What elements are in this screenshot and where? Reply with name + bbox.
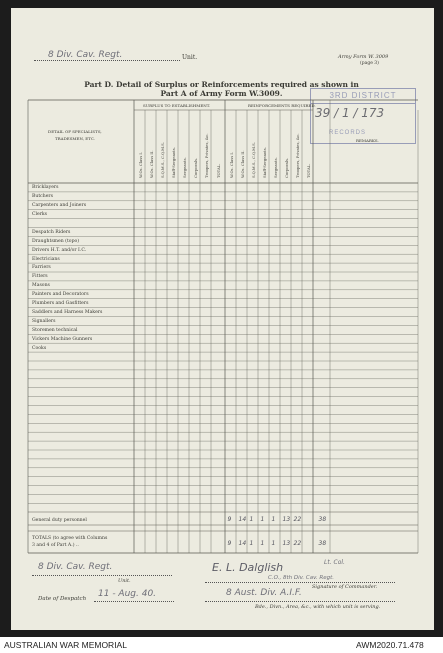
row-label: Electricians — [32, 256, 60, 262]
row-label: Farriers — [32, 265, 51, 271]
stamp-sub: RECORDS — [329, 130, 367, 136]
commander-signature: E. L. Dalglish — [212, 561, 284, 574]
row-label: Signallers — [32, 318, 56, 324]
row-label: Masons — [32, 283, 50, 289]
form-number: Army Form W. 3009 — [338, 54, 389, 60]
page-number: (page 3) — [360, 61, 379, 66]
row-label: Butchers — [32, 194, 53, 200]
signature-unit-line — [32, 575, 172, 576]
column-header: Troopers, Privates, &c. — [203, 133, 209, 178]
row-label: Storemen technical — [32, 327, 78, 333]
column-header: W.Os. Class II. — [148, 150, 154, 178]
row-label: Painters and Decorators — [32, 292, 89, 298]
figure-value: 1 — [260, 540, 265, 547]
column-header: Staff-Sergeants. — [170, 147, 176, 178]
date-line — [94, 601, 174, 602]
column-header: TOTAL. — [216, 163, 221, 178]
column-header: TOTAL. — [305, 163, 311, 178]
stamp-title: 3RD DISTRICT — [329, 91, 397, 100]
signature-label: Signature of Commander. — [312, 584, 378, 590]
column-header: Corporals. — [283, 157, 289, 178]
general-duty-label: General duty personnel — [32, 518, 87, 523]
column-header: Sergeants. — [272, 157, 278, 178]
row-label: Cooks — [32, 345, 47, 351]
column-header: W.Os. Class II. — [239, 150, 245, 178]
remarks-header: REMARKS. — [356, 138, 379, 143]
row-label: Drivers H.T. and/or I.C. — [32, 247, 87, 253]
signature-line — [205, 582, 395, 583]
row-label: Saddlers and Harness Makers — [32, 309, 103, 315]
formation-line — [205, 601, 395, 602]
row-label: Fitters — [32, 274, 48, 280]
figure-value: 22 — [293, 540, 302, 547]
form-title-line2: Part A of Army Form W.3009. — [160, 89, 283, 98]
column-header: W.Os. Class I. — [137, 151, 143, 178]
commander-co-line: C.O., 8th Div. Cav. Regt. — [268, 575, 335, 581]
figure-value: 9 — [227, 540, 232, 547]
row-label: Plumbers and Gasfitters — [32, 301, 89, 306]
row-label: Clerks — [32, 212, 48, 217]
detail-header-2: TRADESMEN, ETC. — [55, 136, 96, 141]
figure-value: 14 — [238, 540, 247, 547]
figure-value: 1 — [249, 516, 254, 523]
row-label: Draughtsmen (topo) — [32, 238, 80, 244]
row-label: Bricklayers — [32, 185, 59, 191]
column-header: Troopers, Privates, &c. — [294, 133, 300, 178]
footer-institution: AUSTRALIAN WAR MEMORIAL — [4, 640, 127, 650]
figure-value: 38 — [318, 516, 327, 523]
column-header: S.Q.M.S., C.Q.M.S. — [250, 142, 256, 178]
footer-accession: AWM2020.71.478 — [356, 640, 424, 650]
row-label: Despatch Riders — [32, 229, 71, 235]
signature-unit-label: Unit. — [118, 578, 131, 584]
totals-label-1: TOTALS (to agree with Columns — [32, 536, 108, 541]
row-label: Carpenters and Joiners — [32, 203, 87, 209]
figure-value: 9 — [227, 516, 232, 523]
column-header: Corporals. — [192, 157, 198, 178]
column-header: Sergeants. — [181, 157, 187, 178]
formation-label: Bde., Divn., Area, &c., with which unit is serving. — [255, 604, 381, 610]
figure-value: 1 — [271, 516, 276, 523]
figure-value: 1 — [271, 540, 276, 547]
figure-value: 1 — [249, 540, 254, 547]
detail-header-1: DETAIL OF SPECIALISTS, — [48, 129, 102, 134]
formation-value: 8 Aust. Div. A.I.F. — [226, 588, 302, 598]
totals-label-2: 3 and 4 of Part A.) .. — [32, 543, 79, 548]
column-header: S.Q.M.S., C.Q.M.S. — [159, 142, 165, 178]
stamp-number: 39 / 1 / 173 — [315, 106, 385, 120]
date-label: Date of Despatch — [38, 596, 87, 602]
form-title-line1: Part D. Detail of Surplus or Reinforcements required as shown in — [84, 80, 359, 89]
column-header: Staff-Sergeants. — [261, 147, 267, 178]
figure-value: 1 — [260, 516, 265, 523]
figure-value: 13 — [282, 540, 291, 547]
unit-label: Unit. — [182, 54, 198, 61]
figure-value: 13 — [282, 516, 291, 523]
date-value: 11 - Aug. 40. — [98, 589, 157, 599]
commander-rank: Lt. Col. — [324, 559, 345, 566]
unit-handwritten: 8 Div. Cav. Regt. — [48, 50, 123, 60]
figure-value: 14 — [238, 516, 247, 523]
figure-value: 22 — [293, 516, 302, 523]
figure-value: 38 — [318, 540, 327, 547]
reinforcements-header: REINFORCEMENTS REQUIRED. — [248, 103, 316, 108]
row-label: Vickers Machine Gunners — [32, 336, 93, 342]
column-header: W.Os. Class I. — [228, 151, 234, 178]
signature-unit-handwritten: 8 Div. Cav. Regt. — [38, 562, 113, 572]
surplus-header: SURPLUS TO ESTABLISHMENT. — [143, 103, 211, 108]
